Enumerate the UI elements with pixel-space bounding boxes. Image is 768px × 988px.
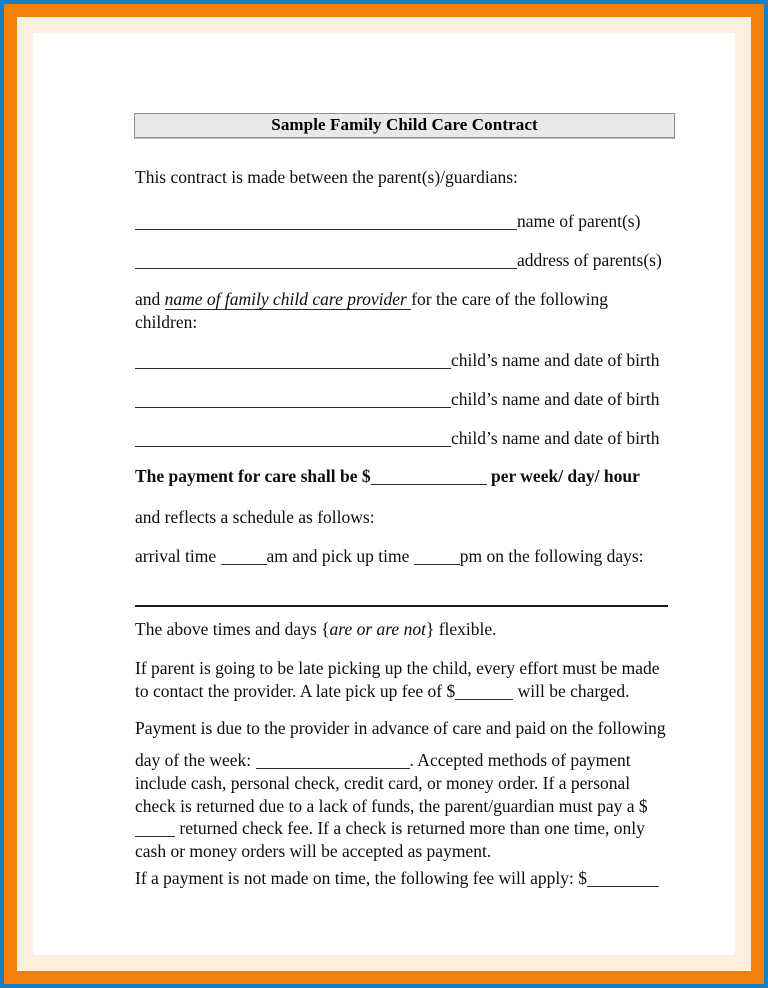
child-line-2	[135, 388, 671, 411]
flexible-suffix: } flexible.	[425, 619, 497, 639]
arrival-prefix: arrival time	[135, 546, 221, 566]
late-payment-fee-line	[135, 867, 671, 890]
arrival-time-line	[135, 545, 671, 568]
late-payment-fee-paragraph	[135, 867, 671, 890]
returned-check-fee-input[interactable]	[135, 820, 175, 838]
provider-suffix: for the care of the following	[411, 289, 609, 309]
payment-methods-tail: returned check fee. If a check is returned more than one time, only cash or money orders will be accepted as payment.	[135, 818, 645, 861]
late-pickup-paragraph	[135, 657, 671, 703]
schedule-intro-paragraph	[135, 506, 671, 529]
flexible-paragraph	[135, 618, 671, 641]
contract-document	[33, 33, 735, 955]
payment-methods-body: . Accepted methods of payment include cash, personal check, credit card, or money order. If a personal check is returned due to a lack of funds, the parent/guardian must pay a $	[135, 750, 648, 816]
page-title: Sample Family Child Care Contract	[271, 115, 538, 135]
child-label-2: child’s name and date of birth	[451, 389, 660, 409]
provider-paragraph	[135, 288, 671, 334]
provider-prefix: and	[135, 289, 165, 309]
child-label-3: child’s name and date of birth	[451, 428, 660, 448]
section-divider	[135, 605, 668, 607]
payment-day-input[interactable]	[256, 751, 410, 769]
flexible-emphasis: are or are not	[329, 619, 426, 639]
payment-due-paragraph	[135, 717, 671, 740]
payment-methods-text	[135, 749, 671, 863]
child-name-input-1[interactable]	[135, 351, 451, 369]
late-payment-prefix: If a payment is not made on time, the following fee will apply: $	[135, 868, 587, 888]
provider-continuation: children:	[135, 311, 198, 332]
document-title-banner	[134, 113, 675, 138]
late-pickup-part1: If parent is going to be late picking up the child, every effort must be made to contact the provider. A late pick up fee of $	[135, 658, 660, 701]
parent-address-input[interactable]	[135, 251, 517, 269]
payment-prefix: The payment for care shall be $	[135, 466, 371, 486]
parent-address-field-row	[135, 249, 671, 272]
child-label-1: child’s name and date of birth	[451, 350, 660, 370]
late-payment-fee-input[interactable]	[587, 869, 659, 887]
provider-name-input[interactable]: name of family child care provider	[164, 289, 412, 309]
late-fee-input[interactable]	[455, 682, 513, 700]
intro-paragraph	[135, 166, 671, 189]
child-line-1	[135, 349, 671, 372]
payment-amount-input[interactable]	[371, 467, 487, 485]
late-pickup-text	[135, 657, 671, 703]
page-frame-inner-edge	[17, 17, 751, 971]
payment-day-prefix: day of the week:	[135, 750, 256, 770]
arrival-time-paragraph	[135, 545, 671, 568]
schedule-intro-text: and reflects a schedule as follows:	[135, 507, 375, 527]
payment-suffix: per week/ day/ hour	[486, 466, 640, 486]
late-pickup-part2: will be charged.	[513, 680, 630, 701]
flexible-line	[135, 618, 671, 641]
payment-due-text: Payment is due to the provider in advance of care and paid on the following	[135, 718, 666, 738]
provider-line	[135, 288, 671, 334]
flexible-prefix: The above times and days {	[135, 619, 330, 639]
parent-name-input[interactable]	[135, 212, 517, 230]
intro-text: This contract is made between the parent(s)/guardians:	[135, 167, 518, 187]
parent-address-line	[135, 249, 671, 272]
child-field-row-2	[135, 388, 671, 411]
arrival-suffix: pm on the following days:	[459, 546, 644, 566]
child-field-row-1	[135, 349, 671, 372]
payment-amount-paragraph	[135, 465, 671, 488]
parent-name-label: name of parent(s)	[517, 211, 641, 231]
page-frame-accent	[4, 4, 764, 984]
child-field-row-3	[135, 427, 671, 450]
pickup-time-input[interactable]	[414, 547, 460, 565]
arrival-time-input[interactable]	[221, 547, 267, 565]
payment-methods-paragraph	[135, 749, 671, 863]
document-page	[33, 33, 735, 955]
pickup-prefix: am and pick up time	[266, 546, 414, 566]
parent-name-line	[135, 210, 671, 233]
parent-address-label: address of parents(s)	[517, 250, 662, 270]
child-line-3	[135, 427, 671, 450]
payment-amount-line	[135, 465, 671, 488]
parent-name-field-row	[135, 210, 671, 233]
child-name-input-2[interactable]	[135, 390, 451, 408]
child-name-input-3[interactable]	[135, 429, 451, 447]
